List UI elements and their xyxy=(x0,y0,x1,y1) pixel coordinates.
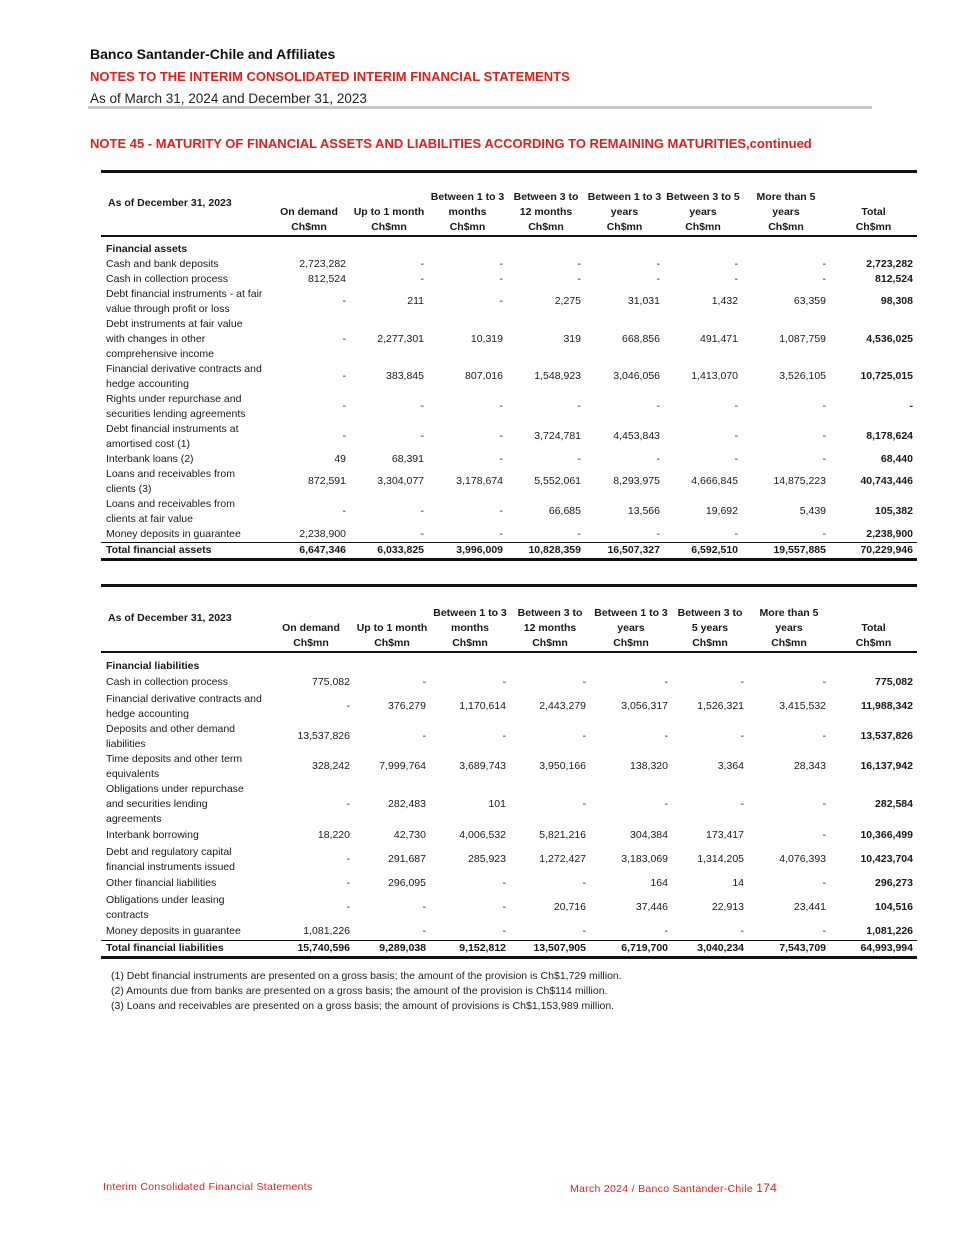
value-cell: - xyxy=(342,400,346,412)
value-cell: 807,016 xyxy=(465,370,503,382)
value-cell: - xyxy=(342,370,346,382)
row-total-cell: 2,238,900 xyxy=(866,527,913,540)
table-row xyxy=(101,782,917,827)
value-cell: 211 xyxy=(407,295,424,307)
value-cell: 2,238,900 xyxy=(299,527,346,540)
row-total-cell: 11,988,342 xyxy=(861,700,913,712)
value-cell: - xyxy=(822,527,826,540)
footnote: (3) Loans and receivables are presented on a gross basis; the amount of provisions is Ch$1,153,989 million. xyxy=(111,1000,615,1013)
value-cell: 20,716 xyxy=(553,901,586,913)
value-cell: 5,552,061 xyxy=(534,475,581,487)
footnote: (2) Amounts due from banks are presented on a gross basis; the amount of the provision is Ch$114 million. xyxy=(111,985,608,998)
row-total-cell: 296,273 xyxy=(875,877,913,889)
column-header: Between 3 to 12 months Ch$mn xyxy=(510,586,590,652)
value-cell: 328,242 xyxy=(312,760,350,772)
value-cell: - xyxy=(346,901,350,913)
value-cell: - xyxy=(577,272,581,285)
value-cell: - xyxy=(822,797,826,810)
value-cell: - xyxy=(502,730,506,742)
value-cell: - xyxy=(656,257,660,270)
section-header-row xyxy=(101,236,917,257)
table-row xyxy=(101,527,917,543)
table-row xyxy=(101,362,917,392)
value-cell: 2,723,282 xyxy=(299,257,346,270)
value-cell: 4,006,532 xyxy=(459,829,506,841)
column-header: More than 5 years Ch$mn xyxy=(742,172,830,236)
value-cell: - xyxy=(822,676,826,688)
table-row xyxy=(101,467,917,497)
value-cell: - xyxy=(499,272,503,285)
note-title: NOTE 45 - MATURITY OF FINANCIAL ASSETS AND LIABILITIES ACCORDING TO REMAINING MATURITIES,continued xyxy=(90,136,812,151)
value-cell: - xyxy=(420,430,424,442)
footer-document-name: Interim Consolidated Financial Statements xyxy=(103,1181,313,1193)
column-header: Up to 1 month Ch$mn xyxy=(354,586,430,652)
value-cell: - xyxy=(342,430,346,442)
value-cell: - xyxy=(420,505,424,517)
row-label: Cash and bank deposits xyxy=(106,257,219,270)
table-row xyxy=(101,497,917,527)
value-cell: - xyxy=(577,452,581,465)
row-total-cell: 16,137,942 xyxy=(860,760,913,772)
footer-period xyxy=(570,1181,777,1195)
value-cell: - xyxy=(822,730,826,742)
value-cell: - xyxy=(422,901,426,913)
column-header: Between 1 to 3 years Ch$mn xyxy=(585,172,664,236)
value-cell: 1,272,427 xyxy=(539,853,586,865)
row-label: Loans and receivables from clients at fair value xyxy=(106,497,235,525)
row-label: Obligations under leasing contracts xyxy=(106,893,225,921)
value-cell: - xyxy=(499,295,503,307)
row-label: Deposits and other demand liabilities xyxy=(106,722,235,750)
value-cell: 22,913 xyxy=(711,901,744,913)
total-value-cell: 70,229,946 xyxy=(830,542,917,559)
value-cell: - xyxy=(740,924,744,937)
value-cell: - xyxy=(822,877,826,889)
value-cell: - xyxy=(582,924,586,937)
value-cell: 285,923 xyxy=(468,853,506,865)
value-cell: - xyxy=(346,700,350,712)
value-cell: - xyxy=(822,924,826,937)
company-name: Banco Santander-Chile and Affiliates xyxy=(90,46,336,62)
footer-period-text: March 2024 / Banco Santander-Chile xyxy=(570,1183,753,1195)
value-cell: - xyxy=(342,505,346,517)
total-label: Total financial assets xyxy=(101,542,268,559)
table-row xyxy=(101,674,917,692)
row-total-cell: 1,081,226 xyxy=(866,924,913,937)
value-cell: 1,413,070 xyxy=(691,370,738,382)
value-cell: - xyxy=(499,452,503,465)
total-value-cell: 6,033,825 xyxy=(350,542,428,559)
value-cell: 3,364 xyxy=(717,760,744,772)
value-cell: - xyxy=(740,797,744,810)
row-label: Interbank loans (2) xyxy=(106,452,194,465)
value-cell: - xyxy=(582,730,586,742)
value-cell: 1,170,614 xyxy=(459,700,506,712)
row-total-cell: - xyxy=(909,400,913,412)
value-cell: - xyxy=(740,730,744,742)
value-cell: - xyxy=(740,676,744,688)
table-row xyxy=(101,692,917,722)
value-cell: 1,087,759 xyxy=(779,332,826,345)
row-label: Interbank borrowing xyxy=(106,829,199,841)
value-cell: 13,566 xyxy=(627,505,660,517)
row-label: Money deposits in guarantee xyxy=(106,924,241,937)
row-total-cell: 812,524 xyxy=(875,272,913,285)
value-cell: 101 xyxy=(488,797,506,810)
row-label: Loans and receivables from clients (3) xyxy=(106,467,235,495)
value-cell: 19,692 xyxy=(705,505,738,517)
footnotes xyxy=(111,969,622,1015)
column-header: Between 3 to 12 months Ch$mn xyxy=(507,172,585,236)
column-header: On demand Ch$mn xyxy=(268,172,350,236)
column-header: Between 3 to 5 years Ch$mn xyxy=(664,172,742,236)
value-cell: - xyxy=(420,527,424,540)
table-row xyxy=(101,875,917,893)
row-label: Cash in collection process xyxy=(106,272,228,285)
value-cell: - xyxy=(582,797,586,810)
row-total-cell: 68,440 xyxy=(880,452,913,465)
value-cell: 1,432 xyxy=(711,295,738,307)
financial-assets-table xyxy=(101,170,917,561)
page-number: 174 xyxy=(756,1181,778,1195)
table-row xyxy=(101,287,917,317)
table-row xyxy=(101,272,917,287)
table-row xyxy=(101,422,917,452)
liabilities-body xyxy=(101,652,917,958)
row-total-cell: 2,723,282 xyxy=(866,257,913,270)
value-cell: - xyxy=(342,295,346,307)
row-label: Financial derivative contracts and hedge accounting xyxy=(106,692,262,720)
value-cell: - xyxy=(577,257,581,270)
value-cell: 63,359 xyxy=(793,295,826,307)
row-label: Debt and regulatory capital financial instruments issued xyxy=(106,845,235,873)
value-cell: 28,343 xyxy=(793,760,826,772)
row-label: Debt instruments at fair value with changes in other comprehensive income xyxy=(106,317,243,360)
value-cell: 14,875,223 xyxy=(773,475,826,487)
value-cell: 68,391 xyxy=(391,452,424,465)
column-header: Between 1 to 3 months Ch$mn xyxy=(428,172,507,236)
table-row xyxy=(101,893,917,923)
section-label: Financial assets xyxy=(106,242,188,255)
total-value-cell: 6,719,700 xyxy=(590,941,672,958)
value-cell: - xyxy=(499,527,503,540)
total-value-cell: 16,507,327 xyxy=(585,542,664,559)
value-cell: - xyxy=(499,400,503,412)
value-cell: 3,724,781 xyxy=(534,430,581,442)
financial-liabilities-table xyxy=(101,584,917,959)
row-total-cell: 98,308 xyxy=(880,295,913,307)
row-total-cell: 10,725,015 xyxy=(860,370,913,382)
value-cell: - xyxy=(734,527,738,540)
total-label: Total financial liabilities xyxy=(101,941,268,958)
value-cell: - xyxy=(422,924,426,937)
value-cell: - xyxy=(502,901,506,913)
row-total-cell: 13,537,826 xyxy=(860,730,913,742)
table-row xyxy=(101,257,917,272)
value-cell: 66,685 xyxy=(548,505,581,517)
column-header: More than 5 years Ch$mn xyxy=(748,586,830,652)
value-cell: 1,548,923 xyxy=(534,370,581,382)
row-total-cell: 775,082 xyxy=(875,676,913,688)
column-header: Total Ch$mn xyxy=(830,586,917,652)
total-row xyxy=(101,941,917,958)
row-total-cell: 10,366,499 xyxy=(860,829,913,841)
table-row xyxy=(101,317,917,362)
row-total-cell: 282,584 xyxy=(875,797,913,810)
value-cell: - xyxy=(342,332,346,345)
value-cell: - xyxy=(346,853,350,865)
row-label: Time deposits and other term equivalents xyxy=(106,752,243,780)
value-cell: 775,082 xyxy=(312,676,350,688)
value-cell: - xyxy=(577,400,581,412)
value-cell: - xyxy=(422,676,426,688)
table-row xyxy=(101,845,917,875)
total-value-cell: 3,996,009 xyxy=(428,542,507,559)
value-cell: 31,031 xyxy=(627,295,660,307)
as-of-header: As of December 31, 2023 xyxy=(101,586,268,652)
column-header: Between 1 to 3 years Ch$mn xyxy=(590,586,672,652)
value-cell: 1,081,226 xyxy=(303,924,350,937)
value-cell: 37,446 xyxy=(635,901,668,913)
row-label: Financial derivative contracts and hedge accounting xyxy=(106,362,262,390)
value-cell: 3,183,069 xyxy=(621,853,668,865)
report-date: As of March 31, 2024 and December 31, 2023 xyxy=(90,91,367,106)
value-cell: 5,821,216 xyxy=(539,829,586,841)
total-value-cell: 3,040,234 xyxy=(672,941,748,958)
value-cell: - xyxy=(822,400,826,412)
value-cell: - xyxy=(656,527,660,540)
value-cell: 173,417 xyxy=(706,829,744,841)
row-label: Obligations under repurchase and securities lending agreements xyxy=(106,782,244,825)
row-label: Debt financial instruments - at fair value through profit or loss xyxy=(106,287,263,315)
total-value-cell: 7,543,709 xyxy=(748,941,830,958)
as-of-header: As of December 31, 2023 xyxy=(101,172,268,236)
row-total-cell: 10,423,704 xyxy=(860,853,913,865)
value-cell: 282,483 xyxy=(388,797,426,810)
value-cell: 49 xyxy=(334,452,346,465)
value-cell: 872,591 xyxy=(308,475,346,487)
value-cell: - xyxy=(734,400,738,412)
total-value-cell: 64,993,994 xyxy=(830,941,917,958)
header-divider xyxy=(88,106,872,109)
value-cell: - xyxy=(502,924,506,937)
value-cell: 5,439 xyxy=(799,505,826,517)
assets-body xyxy=(101,236,917,560)
value-cell: - xyxy=(664,797,668,810)
value-cell: - xyxy=(734,452,738,465)
value-cell: 3,056,317 xyxy=(621,700,668,712)
column-header: Total Ch$mn xyxy=(830,172,917,236)
value-cell: - xyxy=(734,430,738,442)
value-cell: - xyxy=(582,877,586,889)
value-cell: 304,384 xyxy=(630,829,668,841)
total-row xyxy=(101,542,917,559)
value-cell: 3,526,105 xyxy=(779,370,826,382)
row-label: Debt financial instruments at amortised cost (1) xyxy=(106,422,239,450)
footnote: (1) Debt financial instruments are presented on a gross basis; the amount of the provision is Ch$1,729 million. xyxy=(111,970,622,982)
value-cell: 319 xyxy=(563,332,581,345)
value-cell: 4,666,845 xyxy=(691,475,738,487)
value-cell: 13,537,826 xyxy=(297,730,350,742)
value-cell: - xyxy=(656,272,660,285)
value-cell: - xyxy=(822,257,826,270)
value-cell: 812,524 xyxy=(308,272,346,285)
row-label: Money deposits in guarantee xyxy=(106,527,241,540)
column-header: Up to 1 month Ch$mn xyxy=(350,172,428,236)
value-cell: 3,415,532 xyxy=(779,700,826,712)
total-value-cell: 19,557,885 xyxy=(742,542,830,559)
row-total-cell: 4,536,025 xyxy=(866,332,913,345)
row-label: Other financial liabilities xyxy=(106,877,217,889)
value-cell: 376,279 xyxy=(388,700,426,712)
value-cell: 8,293,975 xyxy=(613,475,660,487)
section-header-row xyxy=(101,652,917,674)
table-row xyxy=(101,752,917,782)
value-cell: 296,095 xyxy=(388,877,426,889)
value-cell: 1,314,205 xyxy=(697,853,744,865)
value-cell: 2,275 xyxy=(554,295,581,307)
value-cell: - xyxy=(502,676,506,688)
value-cell: - xyxy=(664,730,668,742)
value-cell: 383,845 xyxy=(386,370,424,382)
table-row xyxy=(101,392,917,422)
value-cell: 10,319 xyxy=(470,332,503,345)
value-cell: - xyxy=(734,257,738,270)
value-cell: 4,453,843 xyxy=(613,430,660,442)
row-total-cell: 105,382 xyxy=(875,505,913,517)
value-cell: 3,046,056 xyxy=(613,370,660,382)
value-cell: - xyxy=(822,430,826,442)
value-cell: - xyxy=(346,797,350,810)
value-cell: - xyxy=(420,400,424,412)
column-header: Between 3 to 5 years Ch$mn xyxy=(672,586,748,652)
value-cell: - xyxy=(822,829,826,841)
value-cell: - xyxy=(582,676,586,688)
table-row xyxy=(101,827,917,845)
value-cell: - xyxy=(420,272,424,285)
table-row xyxy=(101,722,917,752)
total-value-cell: 9,152,812 xyxy=(430,941,510,958)
row-label: Cash in collection process xyxy=(106,676,228,688)
column-header: Between 1 to 3 months Ch$mn xyxy=(430,586,510,652)
value-cell: - xyxy=(664,924,668,937)
row-total-cell: 104,516 xyxy=(875,901,913,913)
value-cell: 3,304,077 xyxy=(377,475,424,487)
row-label: Rights under repurchase and securities lending agreements xyxy=(106,392,246,420)
document-subtitle: NOTES TO THE INTERIM CONSOLIDATED INTERIM FINANCIAL STATEMENTS xyxy=(90,69,570,84)
value-cell: - xyxy=(346,877,350,889)
value-cell: - xyxy=(420,257,424,270)
column-header: On demand Ch$mn xyxy=(268,586,354,652)
total-value-cell: 9,289,038 xyxy=(354,941,430,958)
value-cell: 3,689,743 xyxy=(459,760,506,772)
total-value-cell: 13,507,905 xyxy=(510,941,590,958)
value-cell: - xyxy=(664,676,668,688)
value-cell: 1,526,321 xyxy=(697,700,744,712)
value-cell: 4,076,393 xyxy=(779,853,826,865)
total-value-cell: 15,740,596 xyxy=(268,941,354,958)
value-cell: 291,687 xyxy=(388,853,426,865)
value-cell: 23,441 xyxy=(793,901,826,913)
value-cell: - xyxy=(502,877,506,889)
value-cell: - xyxy=(499,430,503,442)
value-cell: 164 xyxy=(650,877,668,889)
value-cell: 2,443,279 xyxy=(539,700,586,712)
value-cell: 491,471 xyxy=(700,332,738,345)
value-cell: - xyxy=(734,272,738,285)
table-row xyxy=(101,452,917,467)
value-cell: - xyxy=(822,452,826,465)
value-cell: 668,856 xyxy=(622,332,660,345)
value-cell: 14 xyxy=(732,877,744,889)
value-cell: - xyxy=(822,272,826,285)
value-cell: - xyxy=(656,400,660,412)
total-value-cell: 6,647,346 xyxy=(268,542,350,559)
total-value-cell: 6,592,510 xyxy=(664,542,742,559)
value-cell: 18,220 xyxy=(317,829,350,841)
value-cell: 138,320 xyxy=(630,760,668,772)
value-cell: 42,730 xyxy=(393,829,426,841)
section-label: Financial liabilities xyxy=(106,659,200,672)
value-cell: - xyxy=(499,257,503,270)
value-cell: - xyxy=(656,452,660,465)
value-cell: 3,950,166 xyxy=(539,760,586,772)
value-cell: - xyxy=(577,527,581,540)
value-cell: 3,178,674 xyxy=(456,475,503,487)
total-value-cell: 10,828,359 xyxy=(507,542,585,559)
value-cell: - xyxy=(422,730,426,742)
value-cell: 2,277,301 xyxy=(377,332,424,345)
table-row xyxy=(101,923,917,941)
value-cell: - xyxy=(499,505,503,517)
row-total-cell: 40,743,446 xyxy=(860,475,913,487)
value-cell: 7,999,764 xyxy=(379,760,426,772)
row-total-cell: 8,178,624 xyxy=(866,430,913,442)
